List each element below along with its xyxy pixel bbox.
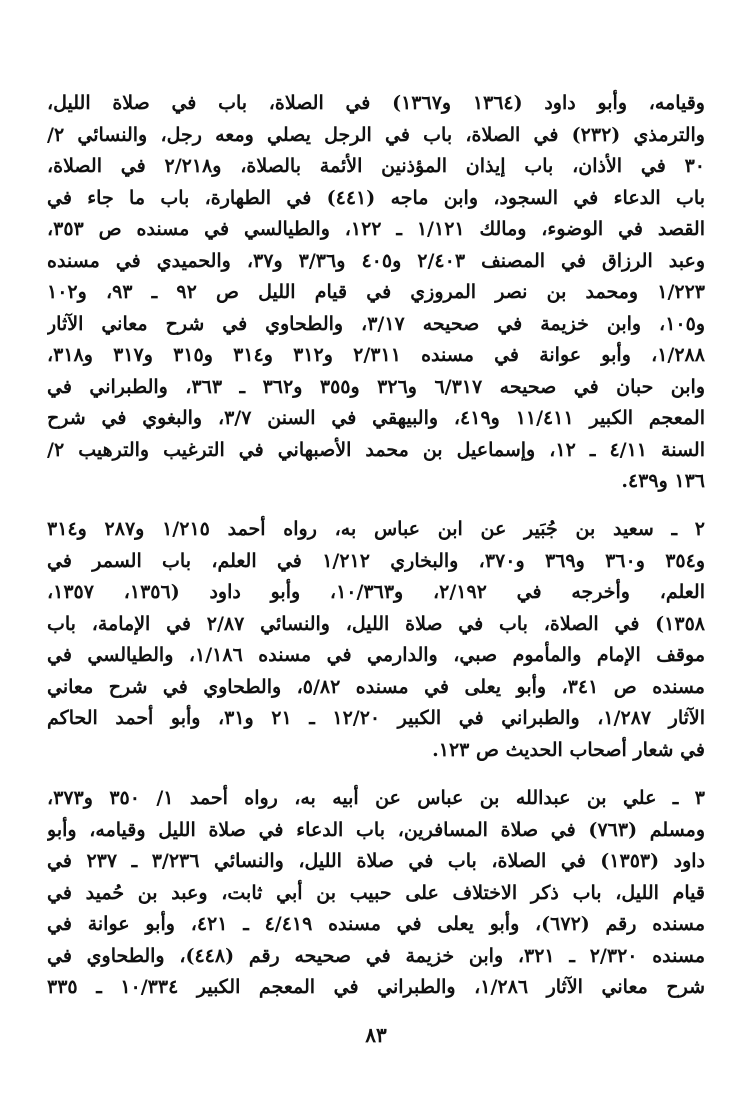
text-line: ١٣٥٨) في الصلاة، باب في صلاة الليل، والنسائي ٢/٨٧ في الإمامة، باب [47, 612, 705, 635]
text-line: موقف الإمام والمأموم صبي، والدارمي في مسنده ١/١٨٦، والطيالسي في [47, 644, 705, 666]
text-line: في شعار أصحاب الحديث ص ١٢٣. [432, 738, 705, 761]
text-line: السنة ٤/١١ ـ ١٢، وإسماعيل بن محمد الأصبهاني في الترغيب والترهيب ٢/ [47, 438, 705, 461]
text-line: ١٣٦ و٤٣٩. [621, 470, 705, 492]
paragraph-1 [47, 88, 705, 498]
text-line: وعبد الرزاق في المصنف ٢/٤٠٣ و٤٠٥ و٣/٣٦ و٣٧، والحميدي في مسنده [47, 249, 705, 272]
text-line: الآثار ١/٢٨٧، والطبراني في الكبير ١٢/٢٠ ـ ٢١ و٣١، وأبو أحمد الحاكم [47, 707, 705, 729]
text-line: وقيامه، وأبو داود (١٣٦٤ و١٣٦٧) في الصلاة، باب في صلاة الليل، [47, 92, 705, 114]
text-line: ٢ ـ سعيد بن جُبَير عن ابن عباس به، رواه أحمد ١/٢١٥ و٢٨٧ و٣١٤ [47, 518, 705, 540]
text-line: العلم، وأخرجه في ٢/١٩٢، و١٠/٣٦٣، وأبو داود (١٣٥٦، ١٣٥٧، [47, 581, 705, 603]
text-line: شرح معاني الآثار ١/٢٨٦، والطبراني في المعجم الكبير ١٠/٣٣٤ ـ ٣٣٥ [47, 976, 705, 998]
text-line: باب الدعاء في السجود، وابن ماجه (٤٤١) في الطهارة، باب ما جاء في [47, 186, 705, 209]
text-line: ١/٢٢٣ ومحمد بن نصر المروزي في قيام الليل ص ٩٢ ـ ٩٣، و١٠٢ [47, 281, 705, 303]
text-line: داود (١٣٥٣) في الصلاة، باب في صلاة الليل، والنسائي ٣/٢٣٦ ـ ٢٣٧ في [47, 850, 705, 872]
text-line: مسنده رقم (٦٧٢)، وأبو يعلى في مسنده ٤/٤١٩ ـ ٤٢١، وأبو عوانة في [47, 913, 705, 935]
text-line: مسنده ٢/٣٢٠ ـ ٣٢١، وابن خزيمة في صحيحه رقم (٤٤٨)، والطحاوي في [47, 944, 705, 967]
text-line: ٣ ـ علي بن عبدالله بن عباس عن أبيه به، رواه أحمد ١/ ٣٥٠ و٣٧٣، [47, 787, 705, 809]
paragraph-2 [47, 514, 705, 766]
text-line: مسنده ص ٣٤١، وأبو يعلى في مسنده ٥/٨٢، والطحاوي في شرح معاني [47, 675, 705, 698]
text-line: القصد في الوضوء، ومالك ١/١٢١ ـ ١٢٢، والطيالسي في مسنده ص ٣٥٣، [47, 218, 705, 240]
text-line: ١/٢٨٨، وأبو عوانة في مسنده ٢/٣١١ و٣١٢ و٣١٤ و٣١٥ و٣١٧ و٣١٨، [47, 344, 705, 366]
text-line: وابن حبان في صحيحه ٦/٣١٧ و٣٢٦ و٣٥٥ و٣٦٢ ـ ٣٦٣، والطبراني في [47, 375, 705, 398]
text-line: ٣٠ في الأذان، باب إيذان المؤذنين الأئمة بالصلاة، و٢/٢١٨ في الصلاة، [47, 155, 705, 177]
paragraph-3 [47, 783, 705, 1004]
text-line: ومسلم (٧٦٣) في صلاة المسافرين، باب الدعاء في صلاة الليل وقيامه، وأبو [47, 818, 705, 841]
page-number: ٨٣ [365, 1023, 387, 1047]
text-line: المعجم الكبير ١١/٤١١ و٤١٩، والبيهقي في السنن ٣/٧، والبغوي في شرح [47, 407, 705, 429]
text-line: و٣٥٤ و٣٦٠ و٣٦٩ و٣٧٠، والبخاري ١/٢١٢ في العلم، باب السمر في [47, 549, 705, 572]
text-line: قيام الليل، باب ذكر الاختلاف على حبيب بن أبي ثابت، وعبد بن حُميد في [47, 881, 705, 904]
text-line: و١٠٥، وابن خزيمة في صحيحه ٣/١٧، والطحاوي في شرح معاني الآثار [47, 312, 705, 335]
text-line: والترمذي (٢٣٢) في الصلاة، باب في الرجل يصلي ومعه رجل، والنسائي ٢/ [47, 123, 705, 146]
